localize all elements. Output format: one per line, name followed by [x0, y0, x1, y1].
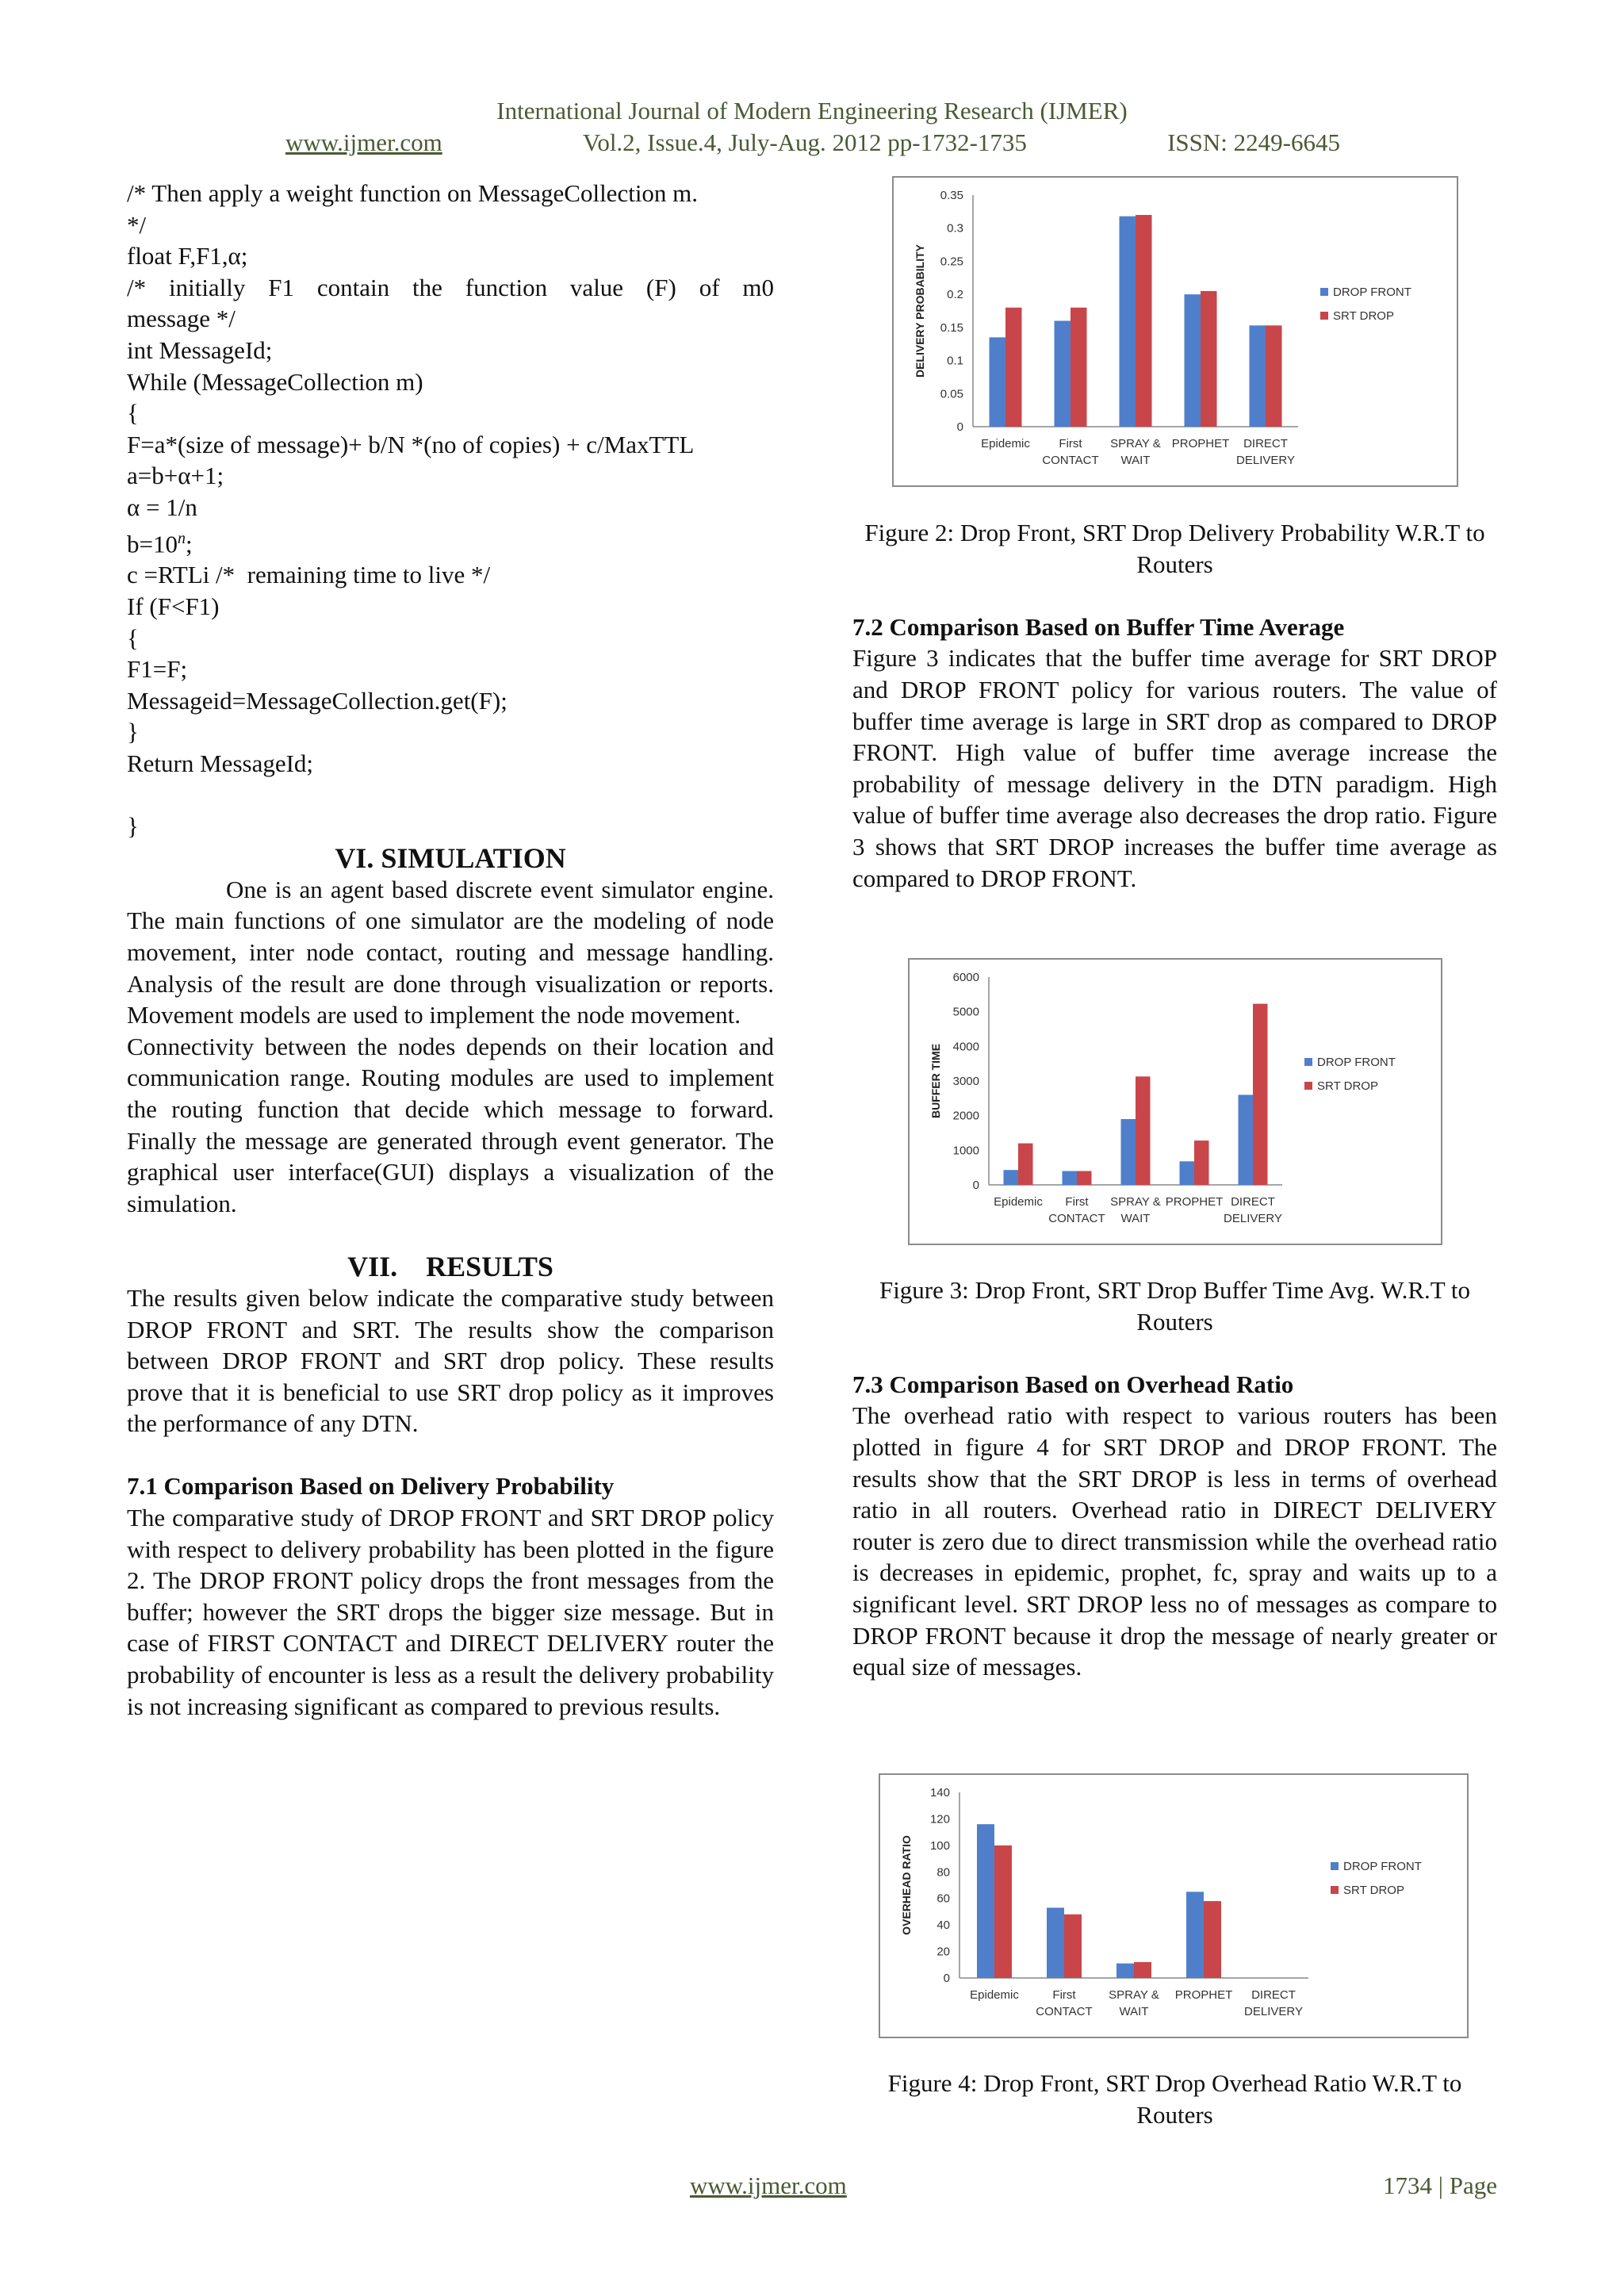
bar-drop-front — [977, 1824, 994, 1978]
code-line: While (MessageCollection m) — [127, 367, 423, 396]
code-line: message */ — [127, 305, 236, 333]
figure-2-caption: Figure 2: Drop Front, SRT Drop Delivery Probability W.R.T to Routers — [864, 519, 1485, 578]
x-tick-label: PROPHET — [1165, 1195, 1224, 1209]
bar-drop-front — [1120, 217, 1136, 427]
journal-title: International Journal of Modern Engineering Research (IJMER) — [496, 97, 1128, 125]
figure-3-chart — [908, 958, 1442, 1245]
legend-label: SRT DROP — [1343, 1884, 1404, 1897]
y-tick-label: 5000 — [952, 1005, 979, 1019]
x-tick-label: First — [1052, 1988, 1076, 2002]
bar-drop-front — [1047, 1907, 1064, 1978]
y-tick-label: 3000 — [952, 1075, 979, 1088]
code-line — [127, 523, 774, 560]
x-tick-label: CONTACT — [1036, 2005, 1093, 2018]
buffer-time-chart — [910, 960, 1441, 1244]
y-tick-label: 1000 — [952, 1144, 979, 1158]
bar-drop-front — [1004, 1170, 1019, 1185]
code-line: } — [127, 812, 139, 841]
bar-srt-drop — [1136, 1076, 1151, 1185]
y-axis-title: BUFFER TIME — [929, 1043, 942, 1119]
legend-label: DROP FRONT — [1317, 1056, 1396, 1069]
x-tick-label: DIRECT — [1231, 1195, 1275, 1209]
code-line: If (F<F1) — [127, 592, 220, 621]
bar-drop-front — [1121, 1119, 1136, 1185]
y-tick-label: 0.35 — [940, 189, 963, 202]
figure-4-caption: Figure 4: Drop Front, SRT Drop Overhead Ratio W.R.T to Routers — [887, 2069, 1462, 2129]
y-tick-label: 2000 — [952, 1109, 979, 1123]
y-tick-label: 80 — [936, 1865, 950, 1880]
code-b: b=10 — [127, 529, 178, 558]
bar-drop-front — [990, 337, 1006, 427]
code-line: F1=F; — [127, 655, 188, 684]
legend-swatch — [1320, 288, 1328, 296]
code-line: */ — [127, 210, 147, 239]
bar-drop-front — [1116, 1964, 1134, 1978]
x-tick-label: CONTACT — [1048, 1212, 1105, 1225]
header-site-link[interactable]: www.ijmer.com — [285, 128, 442, 156]
x-tick-label: First — [1059, 437, 1082, 450]
code-line: Return MessageId; — [127, 749, 314, 778]
y-tick-label: 120 — [929, 1812, 950, 1826]
header-meta — [285, 128, 1340, 157]
code-line: Messageid=MessageCollection.get(F); — [127, 686, 508, 715]
code-line: float F,F1,α; — [127, 242, 248, 270]
code-line: α = 1/n — [127, 493, 197, 521]
y-tick-label: 0 — [956, 420, 963, 434]
x-tick-label: DELIVERY — [1236, 454, 1295, 467]
y-tick-label: 6000 — [952, 971, 979, 984]
y-axis-title: OVERHEAD RATIO — [900, 1835, 913, 1935]
footer-page-number: 1734 | Page — [1383, 2171, 1497, 2199]
bar-drop-front — [1055, 321, 1071, 427]
figure-3-caption: Figure 3: Drop Front, SRT Drop Buffer Time Avg. W.R.T to Routers — [879, 1276, 1471, 1336]
x-tick-label: WAIT — [1120, 1212, 1151, 1225]
x-tick-label: SPRAY & — [1109, 1988, 1159, 2002]
section-7-2-paragraph: Figure 3 indicates that the buffer time average for SRT DROP and DROP FRONT policy for various routers. The value of buffer time average is large in SRT drop as compared to DROP FRONT. High value of buffer time average increase the probability of message delivery in the DTN paradigm. High value of buffer time average also decreases the drop ratio. Figure 3 shows that SRT DROP increases the buffer time average as compared to DROP FRONT. — [852, 644, 1497, 892]
x-tick-label: WAIT — [1120, 454, 1151, 467]
section-7-1-heading: 7.1 Comparison Based on Delivery Probability — [127, 1472, 615, 1501]
bar-srt-drop — [1077, 1171, 1092, 1185]
x-tick-label: First — [1065, 1195, 1089, 1209]
code-line: { — [127, 623, 139, 652]
y-tick-label: 0.2 — [947, 288, 963, 302]
y-tick-label: 0.3 — [947, 221, 963, 236]
bar-srt-drop — [1018, 1144, 1033, 1185]
x-tick-label: Epidemic — [994, 1195, 1043, 1209]
bar-drop-front — [1185, 294, 1201, 427]
header-issn: ISSN: 2249-6645 — [1167, 128, 1340, 156]
bar-srt-drop — [1194, 1140, 1209, 1185]
results-paragraph: The results given below indicate the comparative study between DROP FRONT and SRT. The results show the comparison between DROP FRONT and SRT drop policy. These results prove that it is beneficial to use SRT drop policy as it improves the performance of any DTN. — [127, 1283, 774, 1438]
x-tick-label: SPRAY & — [1110, 437, 1161, 450]
legend-label: SRT DROP — [1317, 1079, 1378, 1093]
bar-srt-drop — [1005, 308, 1022, 427]
simulation-paragraph-1: One is an agent based discrete event simulator engine. The main functions of one simulator are the modeling of node movement, inter node contact, routing and message handling. Analysis of the result are done through visualization or reports. Movement models are used to implement the node movement. — [127, 875, 774, 1029]
x-tick-label: SPRAY & — [1110, 1195, 1161, 1209]
x-tick-label: DELIVERY — [1224, 1212, 1282, 1225]
section-7-3-paragraph: The overhead ratio with respect to various routers has been plotted in figure 4 for SRT DROP and DROP FRONT. The results show that the SRT DROP is less in terms of overhead ratio in all routers. Overhead ratio in DIRECT DELIVERY router is zero due to direct transmission while the overhead ratio is decreases in epidemic, prophet, fc, spray and waits up to a significant level. SRT DROP less no of messages as compare to DROP FRONT because it drop the message of nearly greater or equal size of messages. — [852, 1401, 1497, 1681]
bar-srt-drop — [1266, 325, 1282, 427]
section-7-2-heading: 7.2 Comparison Based on Buffer Time Average — [852, 612, 1345, 641]
right-column-3 — [852, 2068, 1497, 2130]
code-semicolon: ; — [185, 529, 193, 558]
code-line: /* initially F1 contain the function value (F) of m0 — [127, 273, 774, 301]
right-column-2 — [852, 1274, 1497, 1683]
y-axis-title: DELIVERY PROBABILITY — [914, 243, 926, 378]
header-volume: Vol.2, Issue.4, July-Aug. 2012 pp-1732-1735 — [582, 128, 1027, 156]
code-line: c =RTLi /* remaining time to live */ — [127, 561, 491, 589]
simulation-paragraph-2: Connectivity between the nodes depends on their location and communication range. Routing modules are used to implement the routing function that decide which message to forward. Finally the message are generated through event generator. The graphical user interface(GUI) displays a visualization of the simulation. — [127, 1032, 774, 1217]
bar-drop-front — [1186, 1892, 1204, 1978]
x-tick-label: Epidemic — [970, 1988, 1019, 2002]
x-tick-label: Epidemic — [981, 437, 1030, 450]
code-line: { — [127, 399, 139, 427]
y-tick-label: 140 — [929, 1786, 950, 1800]
figure-2-chart — [892, 176, 1458, 487]
x-tick-label: PROPHET — [1171, 437, 1230, 450]
simulation-heading: VI. SIMULATION — [335, 841, 566, 874]
legend-label: DROP FRONT — [1343, 1860, 1422, 1873]
y-tick-label: 100 — [929, 1838, 950, 1853]
bar-drop-front — [1063, 1171, 1078, 1185]
legend-swatch — [1331, 1862, 1339, 1870]
y-tick-label: 0.05 — [940, 387, 963, 401]
y-tick-label: 40 — [936, 1918, 950, 1933]
code-line: int MessageId; — [127, 335, 273, 364]
results-heading: VII. RESULTS — [347, 1250, 553, 1282]
bar-drop-front — [1239, 1094, 1254, 1185]
delivery-probability-chart — [894, 178, 1457, 485]
legend-swatch — [1320, 312, 1328, 320]
bar-drop-front — [1250, 325, 1266, 427]
code-line: } — [127, 718, 139, 746]
legend-swatch — [1331, 1886, 1339, 1894]
x-tick-label: PROPHET — [1174, 1988, 1233, 2002]
figure-4-chart — [879, 1773, 1469, 2038]
legend-label: SRT DROP — [1333, 309, 1394, 323]
section-7-3-heading: 7.3 Comparison Based on Overhead Ratio — [852, 1370, 1294, 1398]
legend-swatch — [1304, 1058, 1312, 1066]
footer-site-link[interactable]: www.ijmer.com — [690, 2171, 847, 2199]
x-tick-label: DIRECT — [1251, 1988, 1296, 2002]
bar-srt-drop — [994, 1846, 1012, 1978]
code-line: /* Then apply a weight function on MessageCollection m. — [127, 179, 699, 207]
bar-srt-drop — [1071, 308, 1087, 427]
bar-srt-drop — [1064, 1915, 1082, 1978]
legend-swatch — [1304, 1082, 1312, 1090]
left-column — [127, 178, 774, 1722]
section-7-1-paragraph: The comparative study of DROP FRONT and SRT DROP policy with respect to delivery probability has been plotted in the figure 2. The DROP FRONT policy drops the front messages from the buffer; however the SRT drops the bigger size message. But in case of FIRST CONTACT and DIRECT DELIVERY router the probability of encounter is less as a result the delivery probability is not increasing significant as compared to previous results. — [127, 1504, 774, 1720]
y-tick-label: 0 — [972, 1179, 979, 1192]
x-tick-label: CONTACT — [1042, 454, 1099, 467]
bar-srt-drop — [1201, 291, 1217, 427]
y-tick-label: 4000 — [952, 1040, 979, 1054]
y-tick-label: 0.15 — [940, 320, 963, 335]
x-tick-label: DELIVERY — [1244, 2005, 1303, 2018]
code-exponent: n — [177, 529, 186, 547]
bar-drop-front — [1180, 1161, 1195, 1185]
x-tick-label: DIRECT — [1243, 437, 1288, 450]
y-tick-label: 60 — [936, 1892, 950, 1906]
y-tick-label: 0.25 — [940, 255, 963, 269]
y-tick-label: 0 — [943, 1972, 950, 1985]
bar-srt-drop — [1253, 1004, 1268, 1185]
right-column — [852, 517, 1497, 894]
legend-label: DROP FRONT — [1333, 286, 1411, 299]
code-line: a=b+α+1; — [127, 462, 224, 490]
y-tick-label: 0.1 — [947, 354, 963, 368]
overhead-ratio-chart — [880, 1775, 1467, 2037]
bar-srt-drop — [1134, 1962, 1151, 1978]
x-tick-label: WAIT — [1119, 2005, 1149, 2018]
bar-srt-drop — [1204, 1901, 1221, 1978]
bar-srt-drop — [1136, 215, 1152, 427]
y-tick-label: 20 — [936, 1945, 950, 1959]
code-line: F=a*(size of message)+ b/N *(no of copies) + c/MaxTTL — [127, 430, 695, 458]
